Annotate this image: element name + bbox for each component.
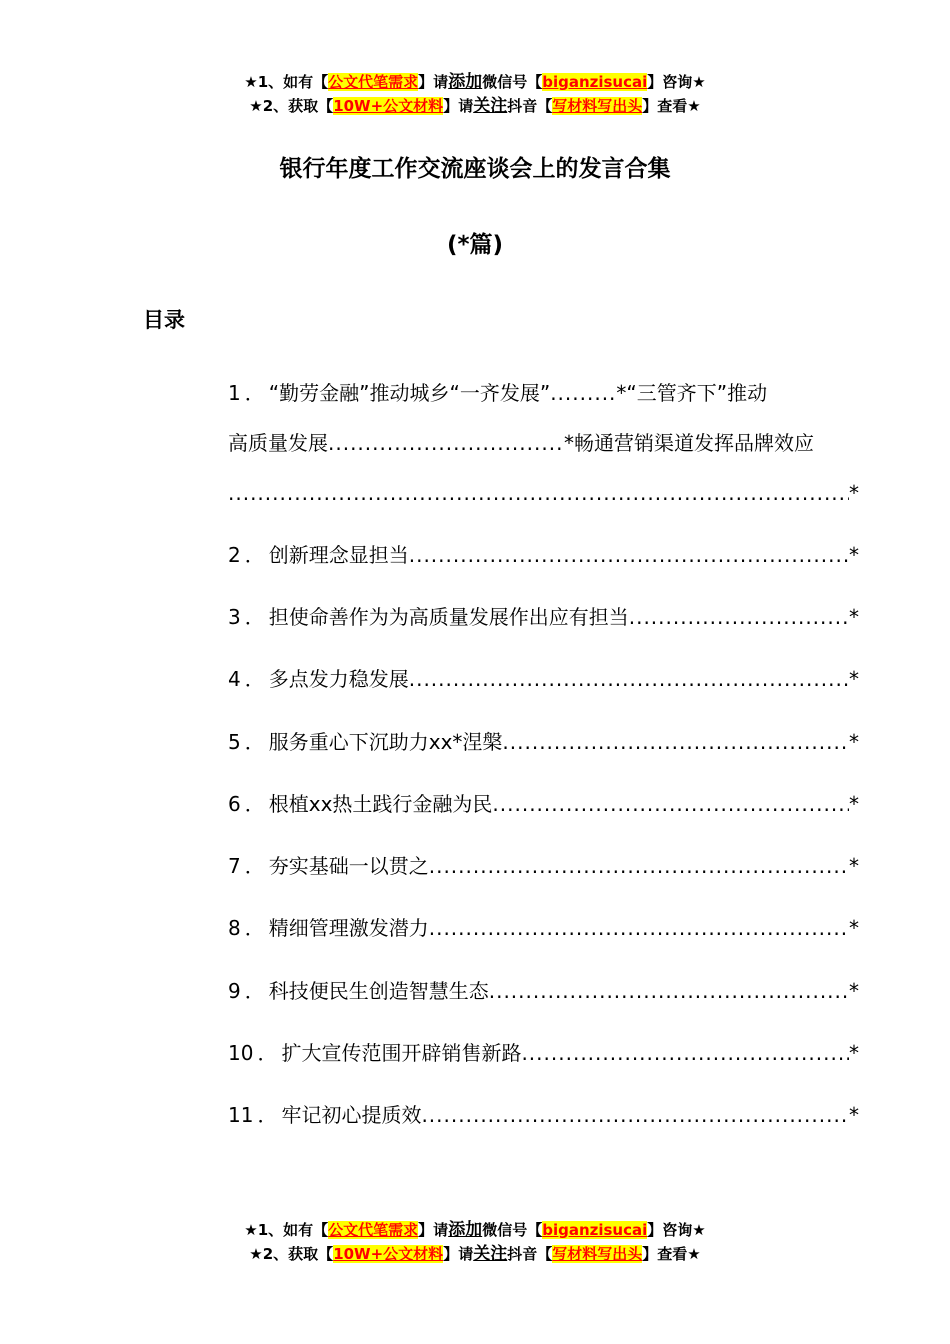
banner-text: ★1、如有【 xyxy=(244,1221,329,1239)
toc-entry-label: 精细管理激发潜力 xyxy=(268,916,429,940)
toc-entry-label: 服务重心下沉助力xx*涅槃 xyxy=(268,730,503,754)
toc-entry-page: * xyxy=(849,854,859,878)
toc-entry-label: 畅通营销渠道发挥品牌效应 xyxy=(574,431,814,455)
toc-entry-label: 担使命善作为为高质量发展作出应有担当 xyxy=(268,605,629,629)
document-title: 银行年度工作交流座谈会上的发言合集 xyxy=(279,156,671,182)
banner-text: 】请 xyxy=(443,97,474,115)
banner-underlined: 关注 xyxy=(473,1244,508,1264)
banner-highlight: biganzisucai xyxy=(542,1221,648,1239)
banner-text: 微信号【 xyxy=(482,1221,543,1239)
banner-line-2 xyxy=(0,94,950,118)
banner-highlight: 公文代笔需求 xyxy=(328,1221,419,1239)
banner-text: 抖音【 xyxy=(507,1245,553,1263)
toc-entry-label: 牢记初心提质效 xyxy=(281,1103,422,1127)
toc-entry-separator: ． xyxy=(257,1041,278,1065)
banner-text: 微信号【 xyxy=(482,73,543,91)
toc-entry-label: “三管齐下”推动 xyxy=(626,381,768,405)
banner-line-2 xyxy=(0,1242,950,1266)
banner-text: 】请 xyxy=(443,1245,474,1263)
toc-entry-label: 多点发力稳发展 xyxy=(268,667,409,691)
banner-underlined: 关注 xyxy=(473,96,508,116)
toc-entry-number: 8 xyxy=(228,916,241,940)
toc-entry-1-line-2 xyxy=(228,418,859,468)
banner-text: ★2、获取【 xyxy=(249,97,334,115)
toc-entry-page: * xyxy=(616,381,627,405)
toc-entry-separator: ． xyxy=(244,381,265,405)
toc-entry-label: “勤劳金融”推动城乡“一齐发展” xyxy=(268,381,551,405)
toc-entry-page: * xyxy=(564,431,574,455)
toc-entry-label: 夯实基础一以贯之 xyxy=(268,854,429,878)
toc-entry-number: 7 xyxy=(228,854,241,878)
toc-entry-1[interactable] xyxy=(228,368,859,518)
toc-entry-separator: ． xyxy=(244,543,265,567)
toc-entry-9[interactable] xyxy=(228,966,859,1016)
banner-highlight: 10W+公文材料 xyxy=(333,1245,444,1263)
toc-entry-1-line-3 xyxy=(228,468,859,518)
toc-leader-dots xyxy=(228,468,849,518)
toc-leader-dots xyxy=(429,903,849,953)
toc-entry-page: * xyxy=(849,979,859,1003)
toc-entry-5[interactable] xyxy=(228,717,859,767)
toc-entry-3[interactable] xyxy=(228,592,859,642)
toc-entry-number: 3 xyxy=(228,605,241,629)
toc-entry-page: * xyxy=(849,1103,859,1127)
top-banner xyxy=(0,70,950,118)
toc-entry-page: * xyxy=(849,1041,859,1065)
banner-text: 抖音【 xyxy=(507,97,553,115)
banner-text: 】请 xyxy=(418,73,449,91)
toc-leader-dots xyxy=(489,966,849,1016)
banner-line-1 xyxy=(0,1218,950,1242)
toc-leader-dots xyxy=(429,841,849,891)
toc-entry-number: 9 xyxy=(228,979,241,1003)
toc-entry-4[interactable] xyxy=(228,654,859,704)
toc-entry-label: 扩大宣传范围开辟销售新路 xyxy=(281,1041,522,1065)
toc-entry-label: 科技便民生创造智慧生态 xyxy=(268,979,489,1003)
banner-highlight: 写材料写出头 xyxy=(552,97,643,115)
banner-underlined: 添加 xyxy=(448,1220,483,1240)
toc-entry-6[interactable] xyxy=(228,779,859,829)
banner-text: 】查看★ xyxy=(642,1245,701,1263)
toc-entry-page: * xyxy=(849,792,859,816)
toc-entry-separator: ． xyxy=(244,730,265,754)
toc-entry-1-line-1 xyxy=(228,368,859,418)
toc-entry-number: 2 xyxy=(228,543,241,567)
toc-leader-dots xyxy=(521,1028,849,1078)
toc-entry-label: 高质量发展 xyxy=(228,431,328,455)
toc-entry-separator: ． xyxy=(244,854,265,878)
banner-highlight: biganzisucai xyxy=(542,73,648,91)
banner-text: 】请 xyxy=(418,1221,449,1239)
toc-entry-page: * xyxy=(849,730,859,754)
toc-entry-page: * xyxy=(849,605,859,629)
toc-entry-separator: ． xyxy=(244,605,265,629)
banner-text: 】咨询★ xyxy=(647,1221,706,1239)
toc-entry-number: 6 xyxy=(228,792,241,816)
toc-entry-number: 10 xyxy=(228,1041,254,1065)
toc-heading: 目录 xyxy=(143,308,185,332)
toc-entry-number: 11 xyxy=(228,1103,254,1127)
toc-entry-2[interactable] xyxy=(228,530,859,580)
bottom-banner xyxy=(0,1218,950,1266)
banner-highlight: 写材料写出头 xyxy=(552,1245,643,1263)
toc-entry-11[interactable] xyxy=(228,1090,859,1140)
toc-leader-dots xyxy=(502,717,849,767)
toc-entry-number: 4 xyxy=(228,667,241,691)
banner-text: 】查看★ xyxy=(642,97,701,115)
toc-leader-dots xyxy=(328,418,564,468)
toc-entry-7[interactable] xyxy=(228,841,859,891)
toc-entry-10[interactable] xyxy=(228,1028,859,1078)
toc-entry-page: * xyxy=(849,667,859,691)
toc-entry-number: 1 xyxy=(228,381,241,405)
toc-leader-dots xyxy=(409,530,849,580)
banner-line-1 xyxy=(0,70,950,94)
toc-leader-dots xyxy=(421,1090,849,1140)
banner-highlight: 10W+公文材料 xyxy=(333,97,444,115)
banner-text: ★2、获取【 xyxy=(249,1245,334,1263)
banner-text: 】咨询★ xyxy=(647,73,706,91)
banner-underlined: 添加 xyxy=(448,72,483,92)
toc-entry-8[interactable] xyxy=(228,903,859,953)
toc-entry-page: * xyxy=(849,481,859,505)
toc-leader-dots xyxy=(629,592,849,642)
toc-entry-page: * xyxy=(849,543,859,567)
toc-entry-label: 根植xx热土践行金融为民 xyxy=(268,792,493,816)
toc-leader-dots xyxy=(409,654,849,704)
toc-entry-separator: ． xyxy=(244,667,265,691)
toc-entry-page: * xyxy=(849,916,859,940)
toc-entry-separator: ． xyxy=(257,1103,278,1127)
banner-highlight: 公文代笔需求 xyxy=(328,73,419,91)
toc-entry-separator: ． xyxy=(244,792,265,816)
toc-entry-label: 创新理念显担当 xyxy=(268,543,409,567)
toc-entry-separator: ． xyxy=(244,916,265,940)
toc-entry-separator: ． xyxy=(244,979,265,1003)
banner-text: ★1、如有【 xyxy=(244,73,329,91)
toc-entry-number: 5 xyxy=(228,730,241,754)
toc-leader-dots: ......... xyxy=(550,381,617,405)
document-subtitle: (*篇) xyxy=(446,232,504,258)
toc-leader-dots xyxy=(492,779,849,829)
